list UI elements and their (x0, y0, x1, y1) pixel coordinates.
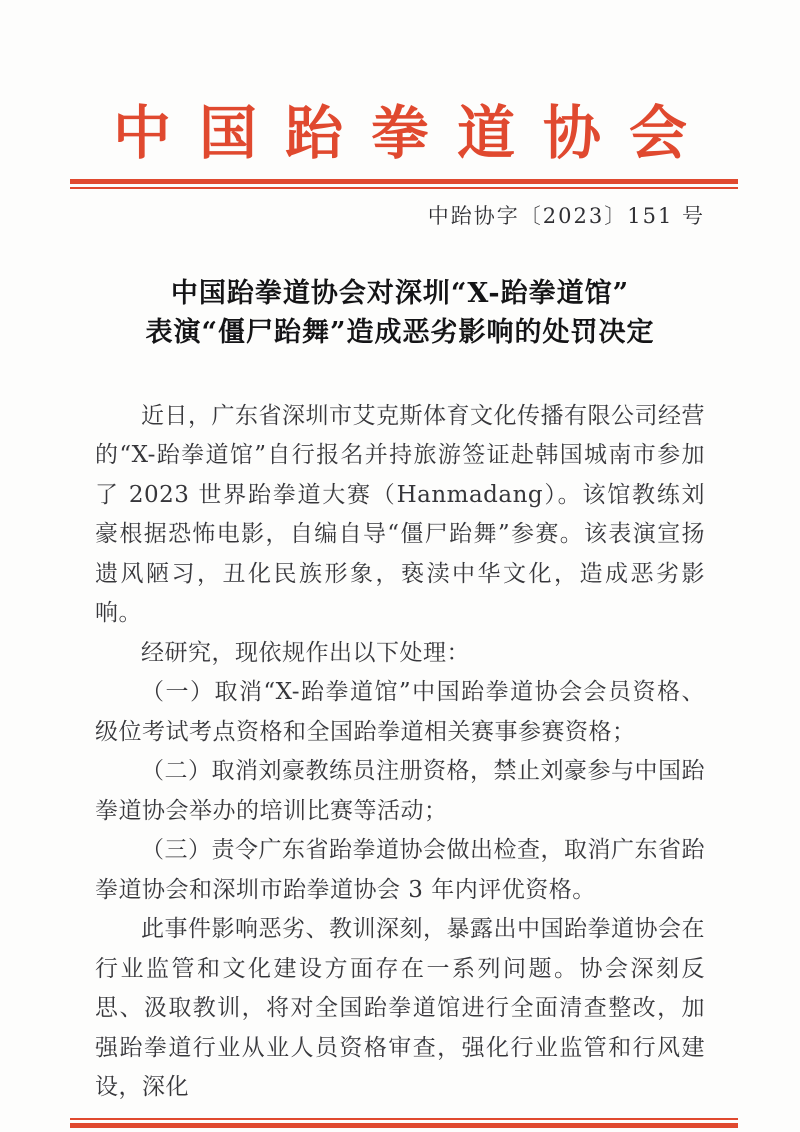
document-title-line-2: 表演“僵尸跆舞”造成恶劣影响的处罚决定 (145, 316, 655, 348)
header-rule-thick (70, 179, 738, 184)
document-body (0, 397, 800, 1108)
header-rule-thin (70, 187, 738, 189)
footer-rule-thin (70, 1118, 738, 1120)
paragraph-item-3: （三）责令广东省跆拳道协会做出检查，取消广东省跆拳道协会和深圳市跆拳道协会 3 年内评优资格。 (95, 837, 705, 903)
paragraph-decision-lead: 经研究，现依规作出以下处理： (141, 639, 470, 666)
paragraph-intro: 近日，广东省深圳市艾克斯体育文化传播有限公司经营的“X-跆拳道馆”自行报名并持旅游签证赴韩国城南市参加了 2023 世界跆拳道大赛（Hanmadang）。该馆教练刘豪根据恐怖电影，自编自导“僵尸跆舞”参赛。该表演宣扬遗风陋习，丑化民族形象，亵渎中华文化，造成恶劣影响。 (95, 402, 705, 627)
footer-rule-thick (70, 1123, 738, 1128)
document-number: 中跆协字〔2023〕151 号 (427, 203, 705, 228)
paragraph-item-2: （二）取消刘豪教练员注册资格，禁止刘豪参与中国跆拳道协会举办的培训比赛等活动； (95, 758, 705, 824)
org-name-header: 中国跆拳道协会 (112, 99, 715, 167)
header-divider-double-rule (70, 179, 738, 189)
paragraph-item-1: （一）取消“X-跆拳道馆”中国跆拳道协会会员资格、级位考试考点资格和全国跆拳道相关赛事参赛资格； (95, 679, 705, 745)
footer-divider-double-rule (70, 1118, 738, 1128)
paragraph-conclusion: 此事件影响恶劣、教训深刻，暴露出中国跆拳道协会在行业监管和文化建设方面存在一系列问题。协会深刻反思、汲取教训，将对全国跆拳道馆进行全面清查整改，加强跆拳道行业从业人员资格审查，强化行业监管和行风建设，深化 (95, 916, 705, 1101)
document-title (0, 274, 800, 352)
document-title-line-1: 中国跆拳道协会对深圳“X-跆拳道馆” (170, 277, 630, 309)
